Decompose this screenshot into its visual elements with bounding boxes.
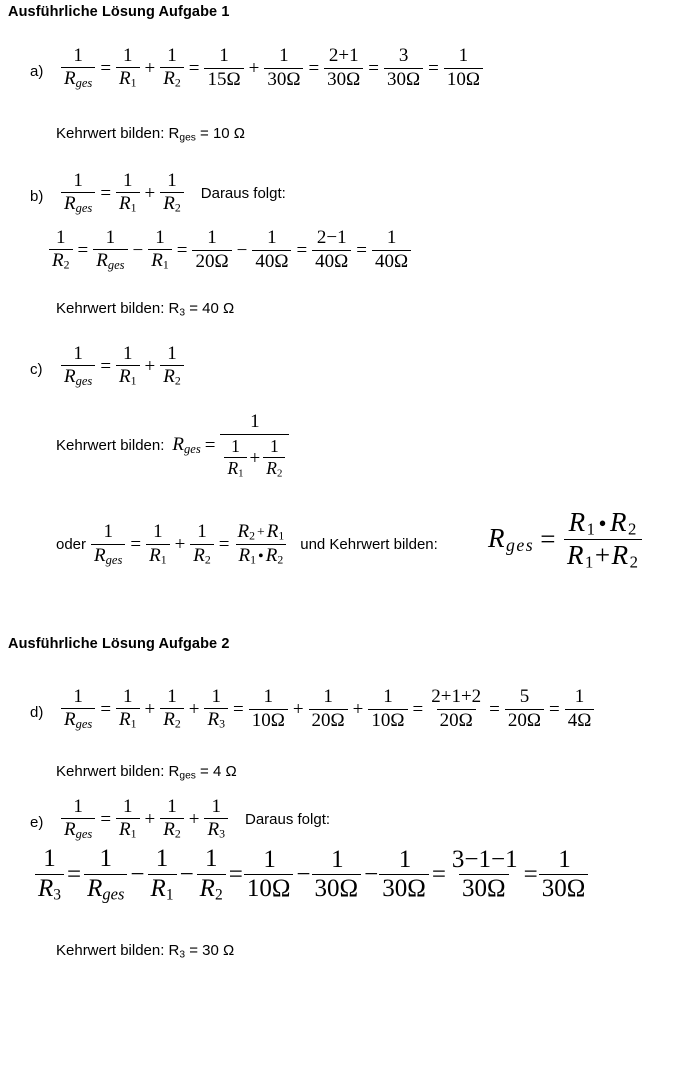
- subscript-2: 2: [276, 467, 283, 480]
- denominator: $R_1$ • $R_2$: [236, 544, 287, 567]
- variable-rges: $R_{ges}$: [172, 434, 201, 457]
- fraction-1-over-r1: [115, 797, 141, 841]
- plus-sign: +: [174, 534, 186, 556]
- equals-sign: =: [218, 534, 230, 556]
- denominator: $R_{ges}$: [61, 708, 95, 731]
- minus-sign: −: [296, 861, 311, 889]
- equals-sign: =: [428, 57, 439, 79]
- equals-sign: =: [100, 182, 112, 204]
- numerator: 1: [73, 343, 83, 364]
- numerator: 1: [331, 845, 344, 873]
- numerator: 1: [99, 845, 113, 873]
- subscript-2: 2: [63, 258, 70, 272]
- denominator: 40Ω: [312, 250, 351, 272]
- fraction-1-over-r1: [115, 171, 141, 215]
- denominator: $R_2$: [197, 874, 226, 904]
- note-prefix: Kehrwert bilden: R: [56, 942, 180, 959]
- equals-sign: =: [204, 435, 216, 457]
- equals-sign: =: [412, 698, 424, 720]
- equals-sign: =: [100, 808, 112, 830]
- denominator: 30Ω: [264, 68, 303, 90]
- numerator: $R_1•R_2$: [568, 507, 638, 539]
- denominator: $R_1$: [148, 874, 177, 904]
- fraction-1-over-r2: [159, 797, 185, 841]
- plus-sign: +: [188, 698, 200, 720]
- fraction-5-over-20ohm: [504, 687, 545, 730]
- numerator: $R_2 + R_1$: [237, 521, 285, 543]
- fraction-1-over-r2: [48, 228, 74, 272]
- fraction-1-over-rges: [60, 46, 96, 90]
- denominator: $R_3$: [204, 818, 228, 841]
- numerator: 1: [123, 343, 133, 364]
- equation-c-nested: [56, 412, 290, 480]
- minus-sign: −: [179, 861, 194, 889]
- subscript-ges: ges: [75, 75, 93, 90]
- fraction-1-over-20ohm: [191, 228, 232, 271]
- denominator: $R_2$: [160, 708, 184, 731]
- fraction-1-over-r1: [223, 437, 247, 479]
- subscript-2: 2: [277, 553, 284, 567]
- denominator: 10Ω: [244, 874, 294, 903]
- numerator: 1: [155, 845, 169, 872]
- denominator: [220, 434, 289, 479]
- numerator: 1: [73, 45, 83, 66]
- denominator: $R_1$: [116, 818, 140, 841]
- numerator: 1: [56, 227, 66, 248]
- subscript-ges: ges: [75, 373, 93, 388]
- numerator: 1: [267, 227, 277, 249]
- numerator: 1: [574, 686, 585, 708]
- multiply-dot: •: [598, 510, 608, 536]
- plus-sign: +: [292, 698, 304, 720]
- denominator: 20Ω: [505, 709, 544, 731]
- nested-fraction-rges: [219, 412, 290, 480]
- note-d-kehrwert: [56, 763, 237, 782]
- numerator: 1: [43, 845, 56, 872]
- denominator: 30Ω: [459, 874, 509, 903]
- note-a-kehrwert: [56, 125, 245, 144]
- numerator: 1: [269, 436, 279, 457]
- plus-sign: +: [249, 447, 261, 469]
- numerator: 1: [105, 227, 116, 248]
- denominator: 15Ω: [204, 68, 243, 90]
- text-daraus-folgt: Daraus folgt:: [244, 810, 331, 828]
- subscript-ges: ges: [75, 826, 93, 841]
- denominator: 30Ω: [379, 874, 429, 903]
- fraction-1-over-rges: [83, 846, 128, 903]
- equation-c-final-formula: [488, 508, 643, 572]
- subscript-ges: ges: [102, 884, 125, 904]
- denominator: $R_1+R_2$: [564, 539, 642, 571]
- numerator: 1: [155, 227, 165, 248]
- note-subscript: ges: [179, 770, 196, 782]
- denominator: $R_1$: [146, 544, 170, 567]
- equals-sign: =: [296, 239, 308, 261]
- denominator: $R_1$: [116, 192, 140, 215]
- subscript-3: 3: [219, 827, 225, 841]
- subscript-2: 2: [627, 519, 638, 539]
- subscript-2: 2: [174, 201, 181, 215]
- fraction-sum-over-product: [234, 522, 289, 567]
- subscript-ges: ges: [107, 257, 125, 272]
- fraction-1-over-r2: [159, 46, 185, 90]
- fraction-1-over-20ohm: [308, 687, 349, 730]
- fraction-1-over-r2: [159, 344, 185, 388]
- denominator: 30Ω: [384, 68, 423, 90]
- equals-sign: =: [100, 698, 112, 720]
- fraction-3-over-30ohm: [383, 46, 424, 89]
- numerator: 1: [323, 686, 333, 708]
- numerator: 2−1: [316, 227, 347, 249]
- denominator: $R_{ges}$: [61, 67, 95, 90]
- numerator: 1: [263, 686, 274, 708]
- denominator: 30Ω: [312, 874, 362, 903]
- fraction-1-over-r3: [34, 846, 65, 903]
- subscript-1: 1: [162, 258, 169, 272]
- equation-c-alternative: [56, 522, 442, 567]
- subscript-ges: ges: [75, 200, 93, 215]
- numerator: 2+1+2: [431, 686, 482, 708]
- fraction-1-over-r1: [147, 846, 178, 903]
- note-prefix: Kehrwert bilden: R: [56, 300, 180, 317]
- equals-sign: =: [77, 239, 89, 261]
- fraction-1-over-r3: [203, 797, 229, 841]
- denominator: $R_1$: [116, 365, 140, 388]
- fraction-1-over-rges: [60, 797, 96, 841]
- equals-sign: =: [308, 57, 320, 79]
- heading-aufgabe-2: Ausführliche Lösung Aufgabe 2: [8, 636, 230, 652]
- denominator: $R_2$: [160, 365, 184, 388]
- numerator: 1: [153, 521, 163, 543]
- fraction-1-over-4ohm: [564, 687, 596, 730]
- equals-sign: =: [431, 861, 446, 889]
- item-label-e: e): [30, 814, 44, 831]
- fraction-1-over-30ohm: [380, 847, 430, 903]
- equals-sign: =: [549, 698, 560, 720]
- numerator: 1: [123, 45, 133, 66]
- numerator: 1: [386, 227, 397, 249]
- numerator: 1: [167, 796, 177, 817]
- fraction-1-over-r1: [147, 228, 173, 272]
- equation-b-row-1: [60, 171, 290, 215]
- note-suffix: = 30 Ω: [185, 942, 235, 959]
- fraction-1-over-r1: [115, 687, 141, 731]
- fraction-1-over-rges: [92, 228, 128, 272]
- note-subscript: 3: [179, 307, 186, 319]
- subscript-2: 2: [174, 717, 181, 731]
- note-subscript: ges: [179, 132, 196, 144]
- note-suffix: = 4 Ω: [195, 763, 237, 780]
- subscript-1: 1: [130, 76, 137, 90]
- equation-e-row-1: [60, 797, 334, 841]
- heading-aufgabe-1: Ausführliche Lösung Aufgabe 1: [8, 4, 230, 20]
- numerator: 1: [219, 45, 229, 67]
- text-und-kehrwert-bilden: und Kehrwert bilden:: [300, 536, 438, 554]
- fraction-1-over-r1: [115, 46, 141, 90]
- fraction-1-over-10ohm: [248, 687, 289, 730]
- fraction-1-over-r2: [159, 687, 185, 731]
- fraction-1-over-rges: [60, 344, 96, 388]
- denominator: $R_{ges}$: [93, 249, 127, 272]
- numerator: 5: [519, 686, 530, 708]
- item-label-b: b): [30, 188, 44, 205]
- denominator: $R_{ges}$: [91, 544, 125, 567]
- denominator: 40Ω: [372, 250, 411, 272]
- fraction-1-over-10ohm: [245, 847, 295, 903]
- subscript-ges: ges: [184, 442, 201, 457]
- numerator: 1: [73, 686, 83, 707]
- denominator: $R_2$: [160, 67, 184, 90]
- subscript-1: 1: [130, 201, 137, 215]
- equals-sign: =: [188, 57, 200, 79]
- subscript-1: 1: [586, 519, 597, 539]
- subscript-1: 1: [130, 717, 137, 731]
- equals-sign: =: [67, 861, 82, 889]
- denominator: $R_1$: [116, 708, 140, 731]
- fraction-2plus1-over-30ohm: [323, 46, 364, 89]
- denominator: 10Ω: [444, 68, 483, 90]
- fraction-1-over-30ohm: [540, 847, 590, 903]
- plus-sign: +: [352, 698, 364, 720]
- subscript-1: 1: [238, 467, 244, 480]
- denominator: 10Ω: [249, 709, 288, 731]
- plus-sign: +: [144, 808, 156, 830]
- numerator: 1: [123, 170, 133, 191]
- fraction-1-over-r2: [189, 522, 215, 566]
- subscript-2: 2: [214, 885, 223, 903]
- denominator: 20Ω: [192, 250, 231, 272]
- fraction-sum-over-20ohm: [427, 687, 485, 730]
- denominator: $R_1$: [116, 67, 140, 90]
- fraction-2minus1-over-40ohm: [311, 228, 352, 271]
- plus-sign: +: [248, 57, 260, 79]
- equals-sign: =: [176, 239, 188, 261]
- numerator: 1: [73, 796, 83, 817]
- numerator: 1: [167, 343, 177, 364]
- fraction-1-over-r3: [203, 687, 229, 731]
- fraction-diff-over-30ohm: [448, 847, 522, 903]
- fraction-1-over-30ohm: [263, 46, 304, 89]
- numerator: 1: [207, 227, 217, 249]
- fraction-1-over-rges: [90, 522, 126, 566]
- fraction-1-over-10ohm: [443, 46, 484, 89]
- denominator: $R_2$: [49, 249, 73, 272]
- denominator: 4Ω: [565, 709, 595, 731]
- equation-b-row-2: [48, 228, 412, 272]
- subscript-1: 1: [130, 374, 137, 388]
- equals-sign: =: [540, 524, 557, 555]
- numerator: 1: [167, 45, 177, 66]
- note-subscript: 3: [179, 949, 186, 961]
- equation-c-row-1: [60, 344, 185, 388]
- numerator: 1: [167, 686, 177, 707]
- denominator: $R_{ges}$: [84, 874, 127, 903]
- denominator: $R_{ges}$: [61, 365, 95, 388]
- denominator: 20Ω: [437, 709, 476, 731]
- numerator: 1: [211, 686, 221, 707]
- note-b-kehrwert: [56, 300, 234, 319]
- subscript-1: 1: [160, 553, 167, 567]
- subscript-2: 2: [204, 553, 211, 567]
- denominator: 30Ω: [539, 874, 589, 903]
- numerator: 3: [398, 45, 409, 67]
- numerator: 1: [458, 45, 469, 67]
- numerator: 1: [250, 411, 260, 432]
- variable-rges: $R_{ges}$: [488, 523, 535, 556]
- subscript-1: 1: [584, 553, 595, 573]
- numerator: 1: [383, 686, 393, 708]
- numerator: 1: [197, 521, 207, 543]
- equals-sign: =: [489, 698, 500, 720]
- numerator: 1: [103, 521, 113, 543]
- minus-sign: −: [236, 239, 248, 261]
- denominator: 10Ω: [368, 709, 407, 731]
- numerator: 1: [123, 796, 133, 817]
- fraction-1-over-r2: [262, 437, 286, 479]
- equals-sign: =: [523, 861, 538, 889]
- numerator: 1: [231, 436, 240, 457]
- note-prefix: Kehrwert bilden: R: [56, 763, 180, 780]
- denominator: $R_{ges}$: [61, 818, 95, 841]
- plus-sign: +: [257, 524, 265, 540]
- minus-sign: −: [130, 861, 145, 889]
- equals-sign: =: [368, 57, 380, 79]
- item-label-c: c): [30, 361, 43, 378]
- equals-sign: =: [100, 355, 112, 377]
- equals-sign: =: [356, 239, 368, 261]
- denominator: $R_3$: [204, 708, 228, 731]
- text-oder: oder: [56, 536, 87, 554]
- subscript-2: 2: [249, 529, 256, 543]
- fraction-1-over-rges: [60, 687, 96, 731]
- fraction-1-over-r1: [115, 344, 141, 388]
- equals-sign: =: [228, 861, 243, 889]
- numerator: 1: [279, 45, 289, 67]
- denominator: $R_2$: [160, 818, 184, 841]
- note-prefix: Kehrwert bilden: R: [56, 125, 180, 142]
- subscript-1: 1: [278, 529, 285, 543]
- denominator: $R_{ges}$: [61, 192, 95, 215]
- subscript-2: 2: [174, 827, 181, 841]
- fraction-1-over-r2: [196, 846, 227, 903]
- numerator: 2+1: [328, 45, 359, 67]
- plus-sign: +: [144, 355, 156, 377]
- fraction-1-over-10ohm: [367, 687, 408, 730]
- equals-sign: =: [232, 698, 244, 720]
- item-label-a: a): [30, 63, 44, 80]
- equation-a: [60, 46, 484, 90]
- text-daraus-folgt: Daraus folgt:: [200, 184, 286, 202]
- note-suffix: = 10 Ω: [195, 125, 246, 142]
- denominator: 20Ω: [309, 709, 348, 731]
- item-label-d: d): [30, 704, 44, 721]
- subscript-ges: ges: [506, 535, 535, 556]
- plus-sign: +: [594, 540, 612, 571]
- fraction-1-over-r1: [145, 522, 171, 566]
- plus-sign: +: [144, 57, 156, 79]
- note-suffix: = 40 Ω: [185, 300, 235, 317]
- numerator: 1: [263, 845, 276, 873]
- numerator: 1: [204, 845, 218, 872]
- plus-sign: +: [144, 182, 156, 204]
- fraction-1-over-r2: [159, 171, 185, 215]
- numerator: 1: [398, 845, 412, 873]
- fraction-product-over-sum: [563, 508, 643, 572]
- denominator: $R_1$: [148, 249, 172, 272]
- subscript-3: 3: [53, 885, 62, 903]
- denominator: $R_3$: [35, 874, 64, 904]
- subscript-2: 2: [174, 76, 181, 90]
- plus-sign: +: [188, 808, 200, 830]
- subscript-1: 1: [165, 885, 174, 903]
- note-e-kehrwert: [56, 942, 234, 961]
- numerator: 1: [211, 796, 221, 817]
- subscript-3: 3: [219, 717, 225, 731]
- denominator: 40Ω: [252, 250, 291, 272]
- subscript-2: 2: [174, 374, 181, 388]
- numerator: 1: [123, 686, 133, 707]
- numerator: 1: [558, 845, 571, 873]
- subscript-1: 1: [130, 827, 137, 841]
- numerator: 1: [167, 170, 177, 191]
- fraction-1-over-15ohm: [203, 46, 244, 89]
- equation-d: [60, 687, 595, 731]
- denominator: 30Ω: [324, 68, 363, 90]
- multiply-dot: •: [258, 547, 264, 565]
- equals-sign: =: [130, 534, 142, 556]
- text-kehrwert-bilden: Kehrwert bilden:: [56, 437, 165, 455]
- minus-sign: −: [132, 239, 144, 261]
- fraction-1-over-rges: [60, 171, 96, 215]
- fraction-1-over-40ohm: [371, 228, 412, 271]
- minus-sign: −: [364, 861, 379, 889]
- subscript-ges: ges: [75, 716, 93, 731]
- subscript-2: 2: [629, 553, 640, 573]
- denominator: $R_2$: [263, 457, 285, 480]
- numerator: 3−1−1: [451, 845, 518, 873]
- numerator: 1: [73, 170, 83, 191]
- denominator: $R_2$: [190, 544, 214, 567]
- plus-sign: +: [144, 698, 156, 720]
- fraction-1-over-40ohm: [251, 228, 292, 271]
- subscript-ges: ges: [105, 552, 123, 567]
- denominator: $R_2$: [160, 192, 184, 215]
- equals-sign: =: [100, 57, 112, 79]
- fraction-1-over-30ohm: [313, 847, 363, 903]
- denominator: $R_1$: [224, 457, 246, 480]
- equation-e-row-2: [34, 846, 589, 903]
- subscript-1: 1: [250, 553, 257, 567]
